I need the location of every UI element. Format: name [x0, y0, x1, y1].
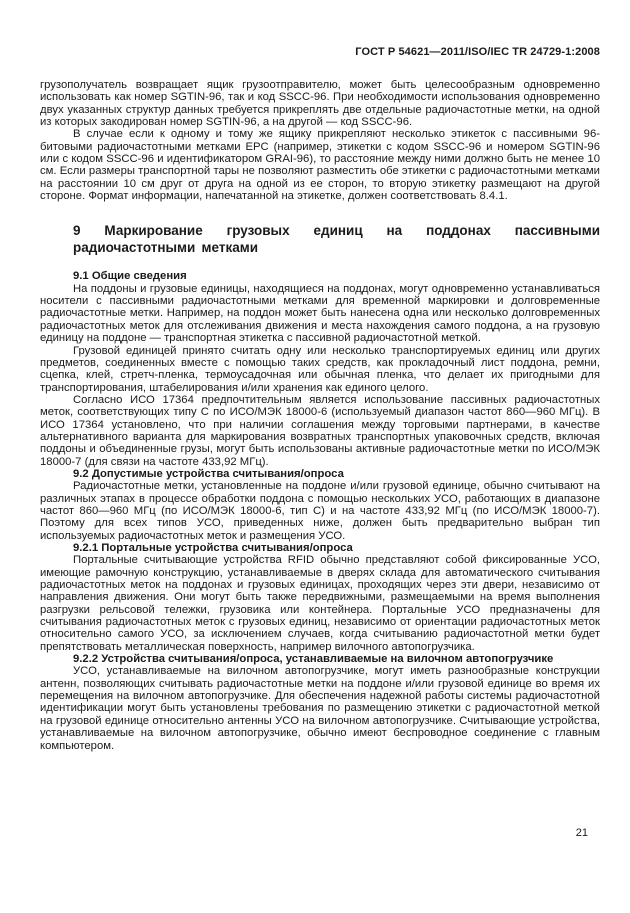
paragraph: Согласно ИСО 17364 предпочтительным является использование пассивных радиочастотных меток, соответствующих типу С по ИСО/МЭК 18000-6 (используемый диапазон частот 860—960 МГц). В ИСО 17364 установлено, что при наличии соглашения между торговыми партнерами, в качестве альтернативного варианта для маркирования возвратных транспортных упаковочных средств, включая поддоны и объединенные грузы, могут быть использованы активные радиочастотные метки по ИСО/МЭК 18000-7 (для связи на частоте 433,92 МГц). [40, 393, 600, 468]
subsection-heading: 9.2.2 Устройства считывания/опроса, устанавливаемые на вилочном автопогрузчике [73, 653, 554, 666]
paragraph: УСО, устанавливаемые на вилочном автопогрузчике, могут иметь разнообразные конструкции антенн, позволяющих считывать радиочастотные метки на поддоне и/или грузовой единице во время их перемещения на вилочном автопогрузчике. Для обеспечения надежной работы системы радиочастотной идентификации могут быть установлены требования по размещению этикетки с радиочастотной меткой на грузовой единице относительно антенны УСО на вилочном автопогрузчике. Считывающие устройства, устанавливаемые на вилочном автопогрузчике, обычно имеют беспроводное соединение с главным компьютером. [40, 665, 600, 752]
paragraph: В случае если к одному и тому же ящику прикрепляют несколько этикеток с пассивными 96-битовыми радиочастотными метками EPC (например, этикетки с кодом SSCC-96 и номером SGTIN-96 или с кодом SSCC-96 и идентификатором GRAI-96), то расстояние между ними должно быть не менее 10 см. Если размеры транспортной тары не позволяют разместить обе этикетки с радиочастотными метками на расстоянии 10 см друг от друга на одной из ее сторон, то вторую этикетку размещают на другой стороне. Формат информации, напечатанной на этикетке, должен соответствовать 8.4.1. [40, 128, 600, 203]
subsection-heading: 9.2 Допустимые устройства считывания/опроса [73, 467, 344, 480]
content [40, 79, 600, 752]
page-number: 21 [575, 827, 588, 839]
paragraph: Грузовой единицей принято считать одну или несколько транспортируемых единиц или других предметов, соединенных вместе с помощью таких средств, как прокладочный лист поддона, ремни, сцепка, клей, стретч-пленка, термоусадочная или обычная пленка, что делает их пригодными для транспортирования, штабелирования и/или хранения как единого целого. [40, 344, 600, 394]
paragraph: Портальные считывающие устройства RFID обычно представляют собой фиксированные УСО, имеющие рамочную конструкцию, устанавливаемые в дверях склада для автоматического считывания радиочастотных меток на поддонах и грузовых единицах, проходящих через эти двери, независимо от направления движения. Они могут быть также передвижными, размещаемыми на время выполнения разгрузки рельсовой тележки, грузовика или контейнера. Портальные УСО предназначены для считывания радиочастотных меток с грузовых единиц, независимо от ориентации радиочастотных меток относительно самого УСО, за исключением случаев, когда считыванию радиочастотной метки будет препятствовать металлическая поверхность, например вилочного автопогрузчика. [40, 554, 600, 653]
paragraph: Радиочастотные метки, установленные на поддоне и/или грузовой единице, обычно считывают на различных этапах в процессе обработки поддона с помощью нескольких УСО, работающих в диапазоне частот 860—960 МГц (по ИСО/МЭК 18000-6, тип С) и на частоте 433,92 МГц (по ИСО/МЭК 18000-7). Поэтому для всех типов УСО, приведенных ниже, должен быть предварительно выбран тип используемых радиочастотных меток и размещения УСО. [40, 480, 600, 542]
section-heading: 9 Маркирование грузовых единиц на поддонах пассивными радиочастотными метками [73, 223, 600, 256]
subsection-heading: 9.1 Общие сведения [73, 270, 187, 283]
paragraph: На поддоны и грузовые единицы, находящиеся на поддонах, могут одновременно устанавливаться носители с пассивными радиочастотными метками для временной маркировки и долговременные радиочастотные метки. Например, на поддон может быть нанесена одна или несколько долговременных радиочастотных меток для отслеживания движения и места нахождения самого поддона, а на грузовую единицу на поддоне — транспортная этикетка с пассивной радиочастотной меткой. [40, 282, 600, 345]
running-header: ГОСТ Р 54621—2011/ISO/IEC TR 24729-1:2008 [355, 46, 600, 58]
paragraph: грузополучатель возвращает ящик грузоотправителю, может быть целесообразным одновременно использовать как номер SGTIN-96, так и код SSCC-96. При необходимости использования одновременно двух указанных структур данных требуется прикреплять две отдельные радиочастотные метки, на одной из которых закодирован номер SGTIN-96, а на другой — код SSCC-96. [40, 79, 600, 129]
subsection-heading: 9.2.1 Портальные устройства считывания/опроса [73, 542, 353, 554]
